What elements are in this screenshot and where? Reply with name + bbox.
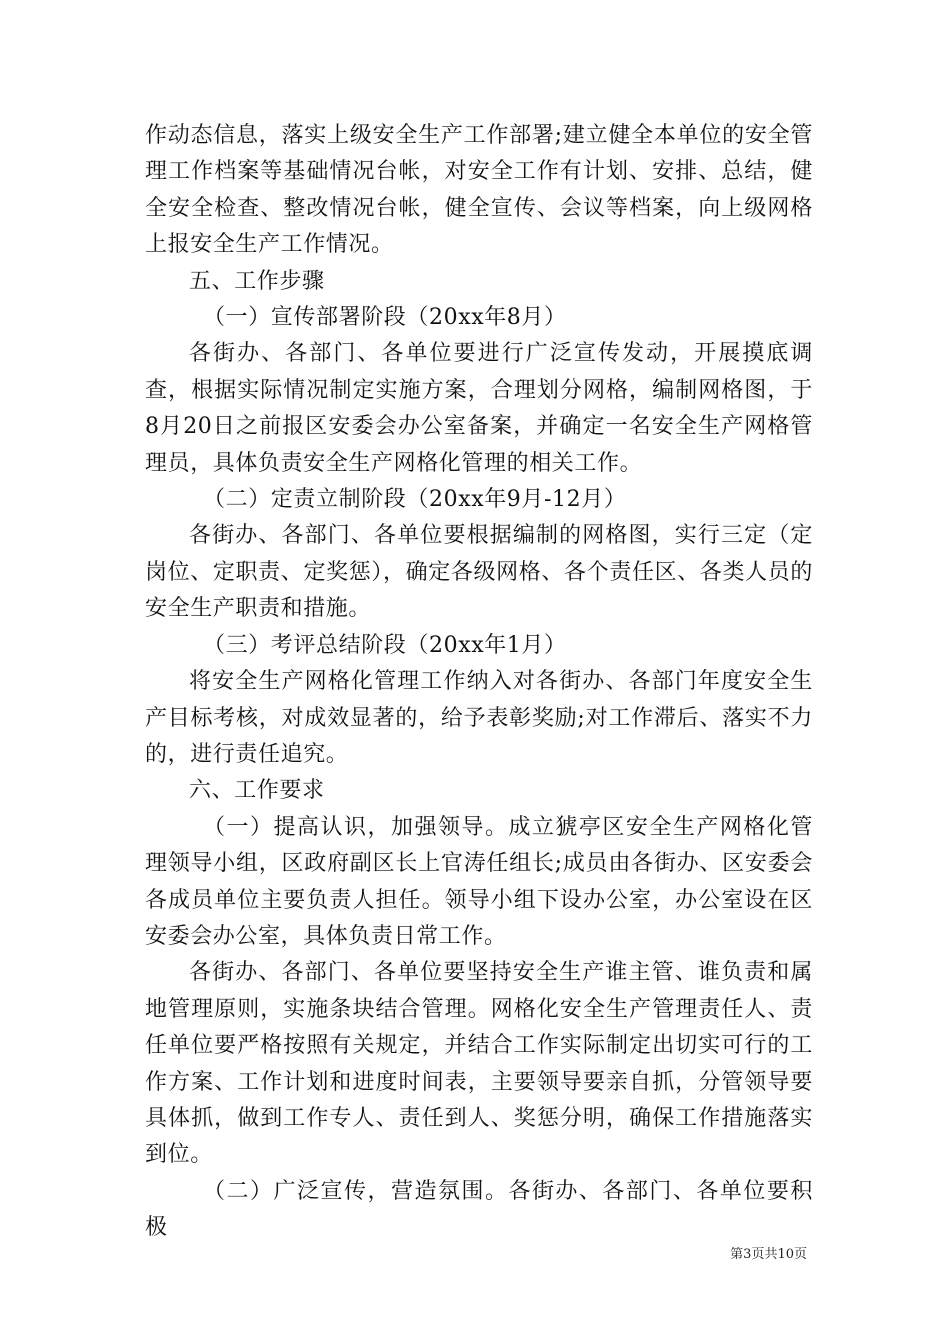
paragraph-leadership: （一）提高认识，加强领导。成立猇亭区安全生产网格化管理领导小组，区政府副区长上官涛任组长;成员由各街办、区安委会各成员单位主要负责人担任。领导小组下设办公室，办公室设在区安委会办公室，具体负责日常工作。 xyxy=(145,814,813,949)
paragraph-responsibility-stage: 各街办、各部门、各单位要根据编制的网格图，实行三定（定岗位、定职责、定奖惩），确定各级网格、各个责任区、各类人员的安全生产职责和措施。 xyxy=(145,523,813,622)
subheading-publicity-stage: （一）宣传部署阶段（20xx年8月） xyxy=(203,305,567,331)
paragraph-management-principles: 各街办、各部门、各单位要坚持安全生产谁主管、谁负责和属地管理原则，实施条块结合管理。网格化安全生产管理责任人、责任单位要严格按照有关规定，并结合工作实际制定出切实可行的工作方案、工作计划和进度时间表，主要领导要亲自抓，分管领导要具体抓，做到工作专人、责任到人、奖惩分明，确保工作措施落实到位。 xyxy=(145,960,813,1168)
paragraph-duty-continuation: 作动态信息，落实上级安全生产工作部署;建立健全本单位的安全管理工作档案等基础情况台帐，对安全工作有计划、安排、总结，健全安全检查、整改情况台帐，健全宣传、会议等档案，向上级网格上报安全生产工作情况。 xyxy=(145,123,813,258)
subheading-responsibility-stage: （二）定责立制阶段（20xx年9月-12月） xyxy=(203,487,627,513)
page-number-footer: 第3页共10页 xyxy=(730,1247,807,1262)
section-heading-work-steps: 五、工作步骤 xyxy=(189,268,325,294)
paragraph-evaluation-stage: 将安全生产网格化管理工作纳入对各街办、各部门年度安全生产目标考核，对成效显著的，给予表彰奖励;对工作滞后、落实不力的，进行责任追究。 xyxy=(145,669,813,767)
document-body xyxy=(145,118,813,1247)
section-heading-work-requirements: 六、工作要求 xyxy=(189,778,325,804)
subheading-evaluation-stage: （三）考评总结阶段（20xx年1月） xyxy=(203,632,567,658)
paragraph-publicity-atmosphere: （二）广泛宣传，营造氛围。各街办、各部门、各单位要积极 xyxy=(145,1178,813,1241)
paragraph-publicity-stage: 各街办、各部门、各单位要进行广泛宣传发动，开展摸底调查，根据实际情况制定实施方案，合理划分网格，编制网格图，于8月20日之前报区安委会办公室备案，并确定一名安全生产网格管理员，具体负责安全生产网格化管理的相关工作。 xyxy=(145,341,813,476)
